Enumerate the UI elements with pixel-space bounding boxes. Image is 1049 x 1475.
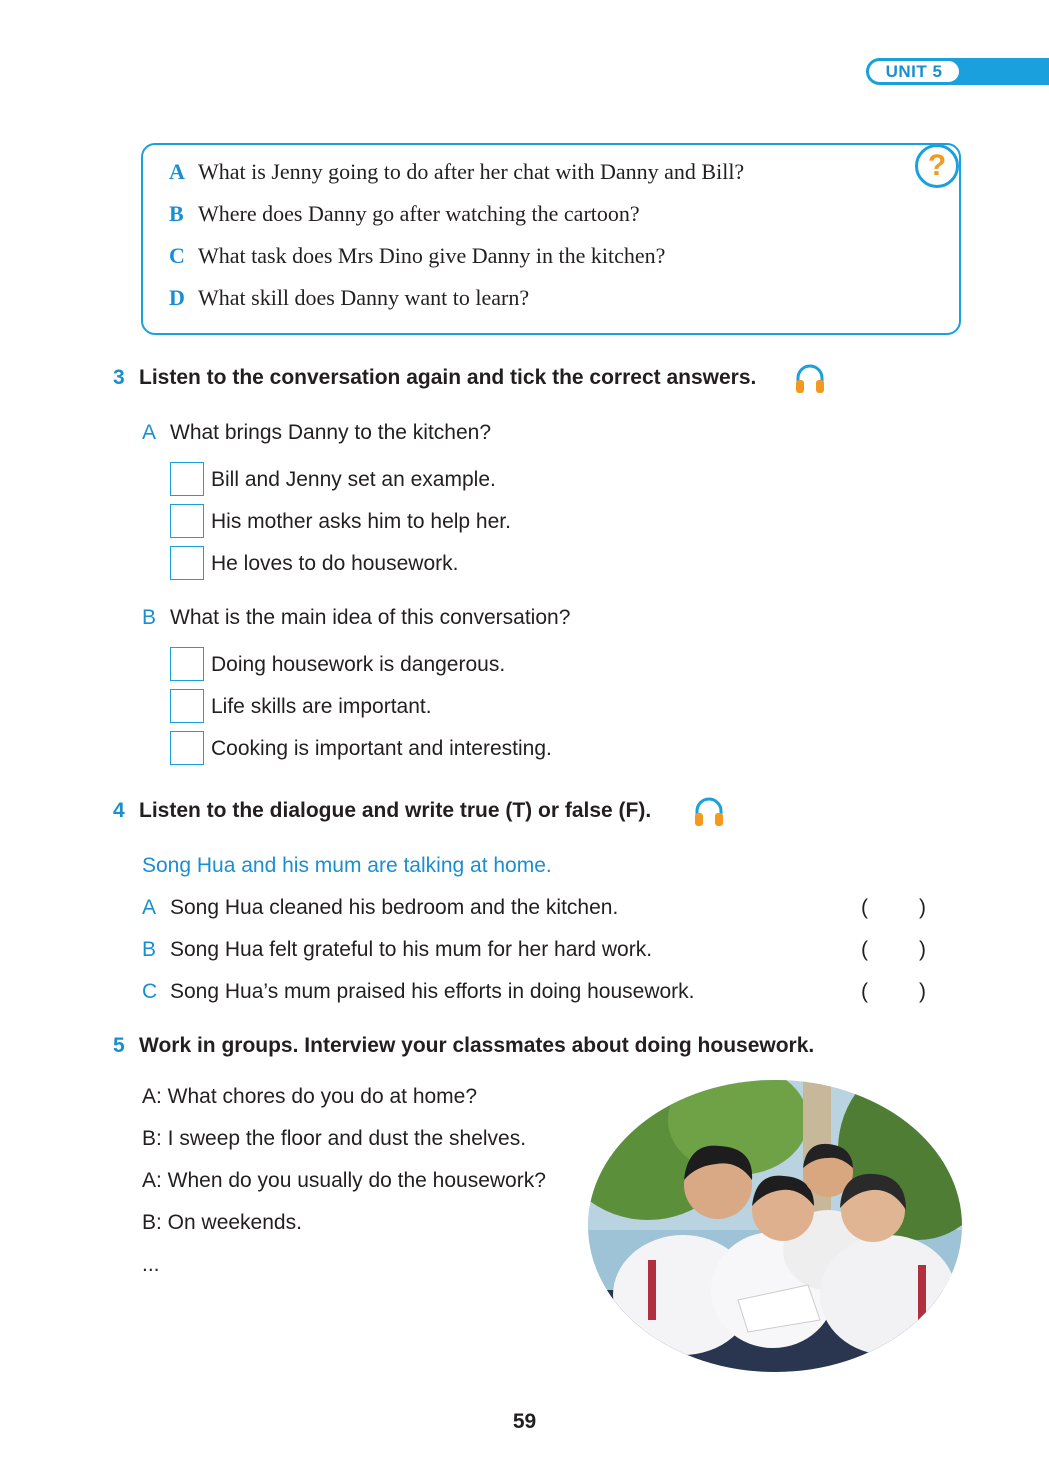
- section4-heading: 4 Listen to the dialogue and write true (T) or false (F).: [113, 799, 652, 822]
- section4-context: Song Hua and his mum are talking at home.: [142, 854, 552, 877]
- tick-box[interactable]: [170, 647, 204, 681]
- dialogue-line: A: When do you usually do the housework?: [142, 1169, 546, 1192]
- section3-question-b: B What is the main idea of this conversation?: [142, 606, 571, 629]
- unit-label: UNIT 5: [866, 58, 962, 85]
- question-item-b: B Where does Danny go after watching the cartoon?: [169, 201, 640, 226]
- option-label: Doing housework is dangerous.: [211, 653, 506, 676]
- option-label: Bill and Jenny set an example.: [211, 468, 496, 491]
- tick-box[interactable]: [170, 462, 204, 496]
- students-photo: [588, 1080, 962, 1372]
- option-label: Life skills are important.: [211, 695, 432, 718]
- dialogue-line: B: I sweep the floor and dust the shelves.: [142, 1127, 527, 1150]
- statement-b: B Song Hua felt grateful to his mum for her hard work.: [142, 938, 653, 961]
- statement-a: A Song Hua cleaned his bedroom and the kitchen.: [142, 896, 619, 919]
- question-item-a: A What is Jenny going to do after her chat with Danny and Bill?: [169, 159, 745, 184]
- question-item-d: D What skill does Danny want to learn?: [169, 285, 530, 310]
- headphones-icon[interactable]: [692, 794, 726, 828]
- section3-heading: 3 Listen to the conversation again and tick the correct answers.: [113, 366, 757, 389]
- headphones-icon[interactable]: [793, 361, 827, 395]
- statement-c: C Song Hua’s mum praised his efforts in doing housework.: [142, 980, 695, 1003]
- option-label: Cooking is important and interesting.: [211, 737, 552, 760]
- tick-box[interactable]: [170, 731, 204, 765]
- question-item-c: C What task does Mrs Dino give Danny in the kitchen?: [169, 243, 666, 268]
- option-label: He loves to do housework.: [211, 552, 459, 575]
- dialogue-line: ...: [142, 1253, 160, 1276]
- section5-heading: 5 Work in groups. Interview your classmates about doing housework.: [113, 1034, 815, 1057]
- question-mark-icon: ?: [915, 144, 959, 188]
- tick-box[interactable]: [170, 689, 204, 723]
- dialogue-line: A: What chores do you do at home?: [142, 1085, 478, 1108]
- section3-question-a: A What brings Danny to the kitchen?: [142, 421, 492, 444]
- dialogue-line: B: On weekends.: [142, 1211, 302, 1234]
- option-label: His mother asks him to help her.: [211, 510, 511, 533]
- page-number: 59: [512, 1410, 537, 1433]
- tick-box[interactable]: [170, 546, 204, 580]
- tick-box[interactable]: [170, 504, 204, 538]
